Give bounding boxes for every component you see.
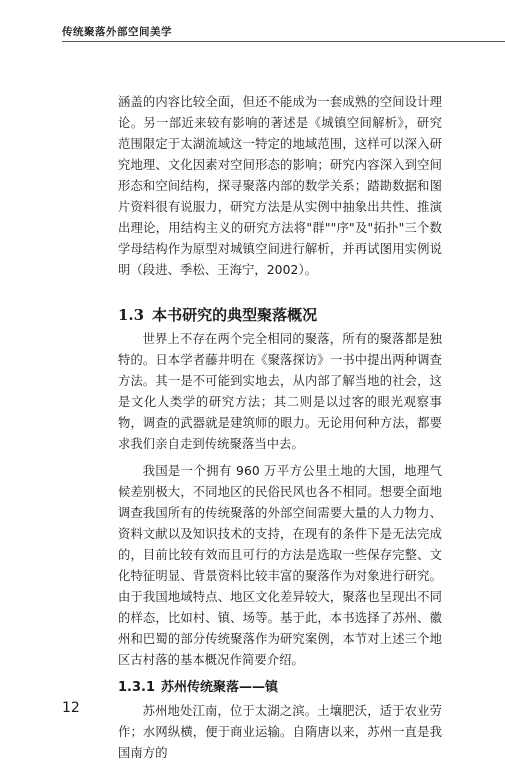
subsection-title: 苏州传统聚落——镇 <box>161 680 279 695</box>
body-paragraph: 世界上不存在两个完全相同的聚落，所有的聚落都是独特的。日本学者藤井明在《聚落探访》一书中提出两种调查方法。其一是不可能到实地去，从内部了解当地的社会，这是文化人类学的研究方法；其二则是以过客的眼光观察事物，调查的武器就是建筑师的眼力。无论用何种方法，都要求我们亲自走到传统聚落当中去。 <box>118 332 442 451</box>
header-rule <box>62 41 505 42</box>
body-paragraph: 我国是一个拥有 960 万平方公里土地的大国，地理气候差别极大，不同地区的民俗民风也各不相同。想要全面地调查我国所有的传统聚落的外部空间需要大量的人力物力、资料文献以及知识技术的支持，在现有的条件下是无法完成的，目前比较有效而且可行的方法是选取一些保存完整、文化特征明显、背景资料比较丰富的聚落作为对象进行研究。由于我国地域特点、地区文化差异较大，聚落也呈现出不同的样态，比如村、镇、场等。基于此，本书选择了苏州、徽州和巴蜀的部分传统聚落作为研究案例，本节对上述三个地区古村落的基本概况作简要介绍。 <box>118 464 442 667</box>
page-body <box>118 92 442 764</box>
page-number: 12 <box>62 700 80 716</box>
subsection-number: 1.3.1 <box>118 680 156 695</box>
body-paragraph: 涵盖的内容比较全面，但还不能成为一套成熟的空间设计理论。另一部近来较有影响的著述是《城镇空间解析》，研究范围限定于太湖流域这一特定的地域范围，这样可以深入研究地理、文化因素对空间形态的影响；研究内容深入到空间形态和空间结构，探寻聚落内部的数学关系；踏勘数据和图片资料很有说服力，研究方法是从实例中抽象出共性、推演出理论，用结构主义的研究方法将"群""序"及"拓扑"三个数学母结构作为原型对城镇空间进行解析，并再试图用实例说明（段进、季松、王海宁，2002）。 <box>118 95 442 277</box>
section-heading <box>118 303 442 327</box>
body-paragraph: 苏州地处江南，位于太湖之滨。土壤肥沃，适于农业劳作；水网纵横，便于商业运输。自隋唐以来，苏州一直是我国南方的 <box>118 704 442 760</box>
section-number: 1.3 <box>118 306 145 324</box>
section-title: 本书研究的典型聚落概况 <box>152 306 318 324</box>
running-header: 传统聚落外部空间美学 <box>62 26 172 38</box>
subsection-heading <box>118 677 442 699</box>
